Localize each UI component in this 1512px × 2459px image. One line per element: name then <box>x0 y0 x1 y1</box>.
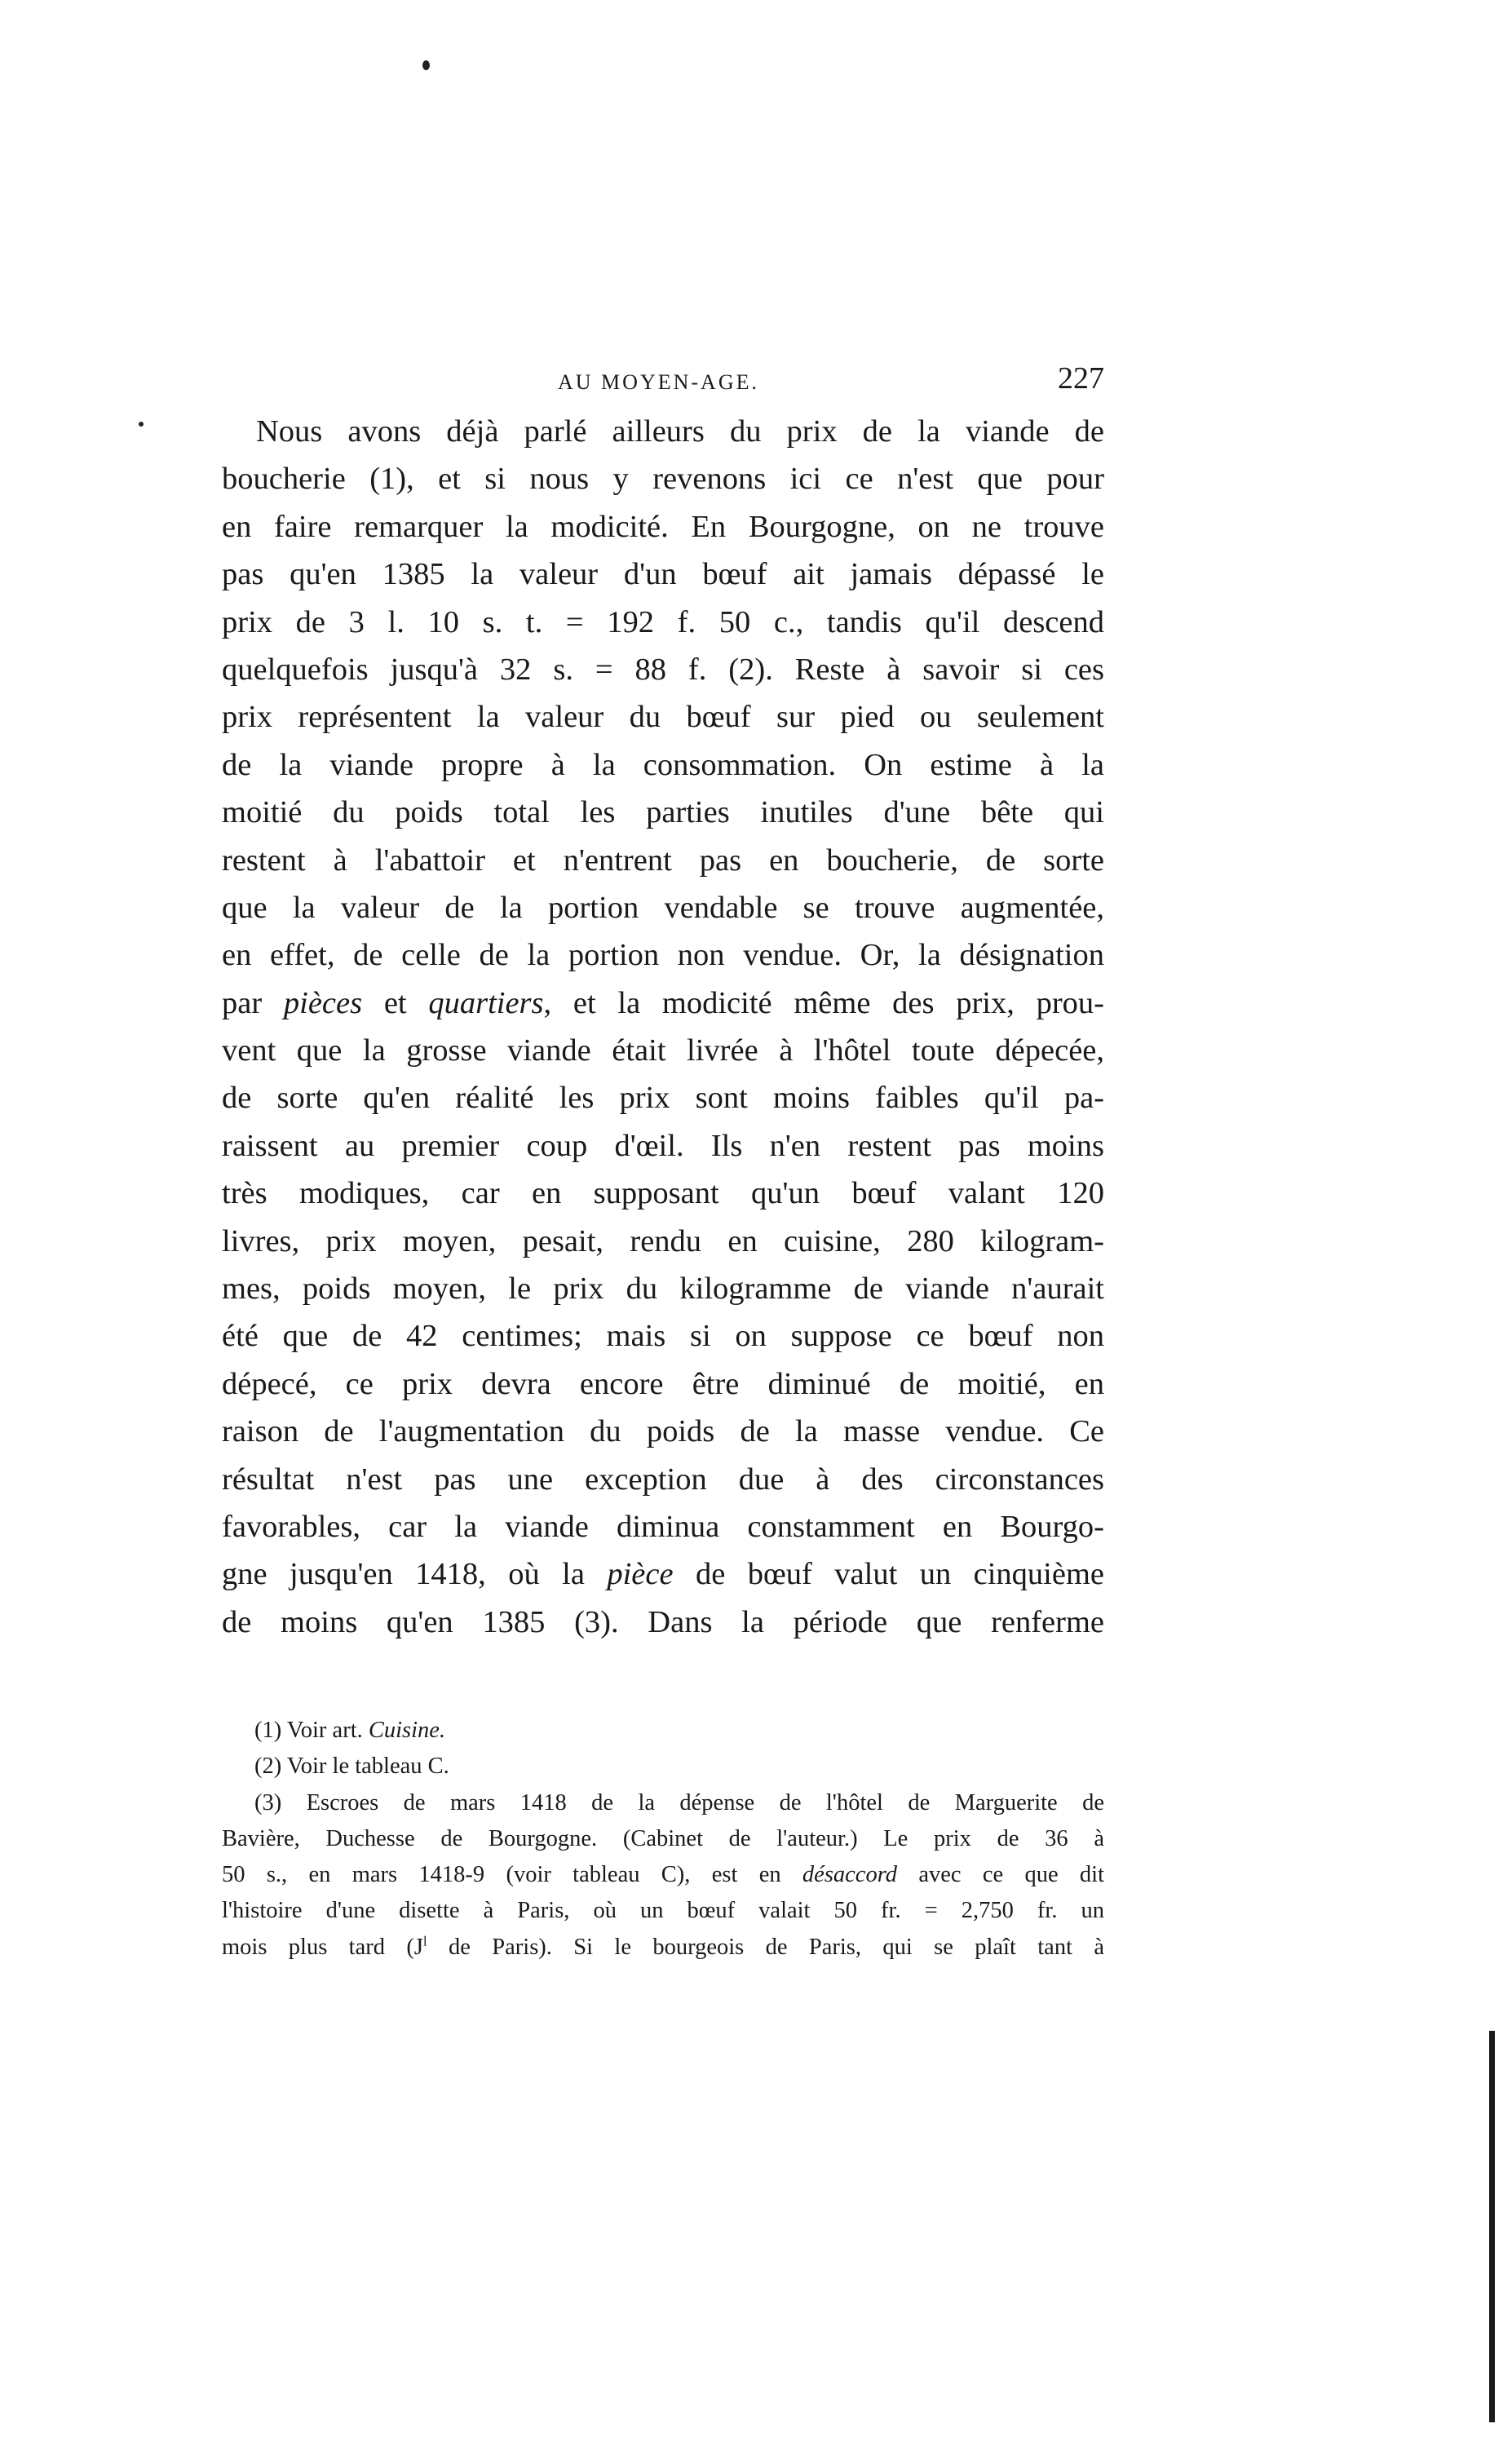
text-line: été que de 42 centimes; mais si on suppose ce bœuf non <box>222 1319 1104 1354</box>
text-run: de bœuf valut un cinquième <box>673 1557 1104 1592</box>
ink-speck <box>422 60 430 70</box>
text-line: restent à l'abattoir et n'entrent pas en boucherie, de sorte <box>222 843 1104 878</box>
text-line: favorables, car la viande diminua constamment en Bourgo- <box>222 1509 1104 1544</box>
text-run: par <box>222 985 284 1020</box>
text-line: en faire remarquer la modicité. En Bourgogne, on ne trouve <box>222 509 1104 544</box>
footnote-marker: (3) <box>254 1789 282 1816</box>
text-line: de la viande propre à la consommation. On estime à la <box>222 747 1104 782</box>
text-line: pas qu'en 1385 la valeur d'un bœuf ait jamais dépassé le <box>222 557 1104 592</box>
text-line: prix de 3 l. 10 s. t. = 192 f. 50 c., tandis qu'il descend <box>222 604 1104 639</box>
page-edge-mark <box>1489 2031 1495 2422</box>
footnote-3-line-4: l'histoire d'une disette à Paris, où un bœuf valait 50 fr. = 2,750 fr. un <box>222 1898 1104 1924</box>
footnote-superscript: l <box>422 1933 427 1949</box>
footnote-3-line-2: Bavière, Duchesse de Bourgogne. (Cabinet de l'auteur.) Le prix de 36 à <box>222 1825 1104 1851</box>
text-run: et <box>362 985 429 1020</box>
text-line: que la valeur de la portion vendable se trouve augmentée, <box>222 890 1104 925</box>
text-line: raison de l'augmentation du poids de la masse vendue. Ce <box>222 1414 1104 1449</box>
text-line: prix représentent la valeur du bœuf sur pied ou seulement <box>222 700 1104 735</box>
text-line: Nous avons déjà parlé ailleurs du prix de la viande de <box>256 414 1104 449</box>
footnote-2 <box>222 1749 1104 1785</box>
text-line: de moins qu'en 1385 (3). Dans la période que renferme <box>222 1604 1104 1639</box>
footnote-text: 50 s., en mars 1418-9 (voir tableau C), est en <box>222 1862 802 1888</box>
body-paragraph <box>222 408 1104 1646</box>
text-line: boucherie (1), et si nous y revenons ici ce n'est que pour <box>222 462 1104 497</box>
text-line: très modiques, car en supposant qu'un bœuf valant 120 <box>222 1176 1104 1211</box>
running-title: AU MOYEN-AGE. <box>558 370 759 394</box>
text-line: moitié du poids total les parties inutiles d'une bête qui <box>222 795 1104 830</box>
footnotes <box>222 1713 1104 1966</box>
footnote-1 <box>222 1713 1104 1749</box>
text-line: quelquefois jusqu'à 32 s. = 88 f. (2). Reste à savoir si ces <box>222 652 1104 687</box>
text-line-italic-terms <box>222 980 1104 1027</box>
italic-term: quartiers <box>428 985 544 1020</box>
footnote-text: mois plus tard (J <box>222 1934 423 1960</box>
footnote-marker: (1) <box>254 1718 282 1743</box>
footnote-text: Escroes de mars 1418 de la dépense de l'hôtel de Marguerite de <box>306 1789 1104 1816</box>
text-run: gne jusqu'en 1418, où la <box>222 1557 608 1592</box>
text-line: raissent au premier coup d'œil. Ils n'en restent pas moins <box>222 1128 1104 1163</box>
running-head <box>222 360 1104 401</box>
text-line: de sorte qu'en réalité les prix sont moins faibles qu'il pa- <box>222 1081 1104 1116</box>
footnote-3-line-5 <box>222 1930 1104 1966</box>
italic-term: pièces <box>283 985 363 1020</box>
text-line-italic-term <box>222 1550 1104 1598</box>
text-line: en effet, de celle de la portion non vendue. Or, la désignation <box>222 938 1104 973</box>
italic-term: pièce <box>607 1557 674 1592</box>
footnote-3-line-1 <box>222 1785 1104 1821</box>
footnote-text: de Paris). Si le bourgeois de Paris, qui se plaît tant à <box>427 1934 1104 1960</box>
text-run: , et la modicité même des prix, prou- <box>543 985 1104 1020</box>
text-line: mes, poids moyen, le prix du kilogramme de viande n'aurait <box>222 1272 1104 1307</box>
text-line: résultat n'est pas une exception due à des circonstances <box>222 1462 1104 1497</box>
footnote-text: avec ce que dit <box>897 1862 1105 1888</box>
page-number: 227 <box>1058 361 1104 396</box>
footnote-italic: Cuisine. <box>368 1718 446 1743</box>
footnote-text: Voir art. <box>286 1718 369 1743</box>
footnote-italic: désaccord <box>802 1862 897 1888</box>
footnote-3-line-3 <box>222 1857 1104 1893</box>
footnote-text: Voir le tableau C. <box>286 1754 449 1780</box>
ink-speck <box>139 422 144 427</box>
text-line: dépecé, ce prix devra encore être diminué de moitié, en <box>222 1366 1104 1401</box>
footnote-marker: (2) <box>254 1754 282 1780</box>
text-line: livres, prix moyen, pesait, rendu en cuisine, 280 kilogram- <box>222 1223 1104 1258</box>
text-line: vent que la grosse viande était livrée à l'hôtel toute dépecée, <box>222 1033 1104 1068</box>
